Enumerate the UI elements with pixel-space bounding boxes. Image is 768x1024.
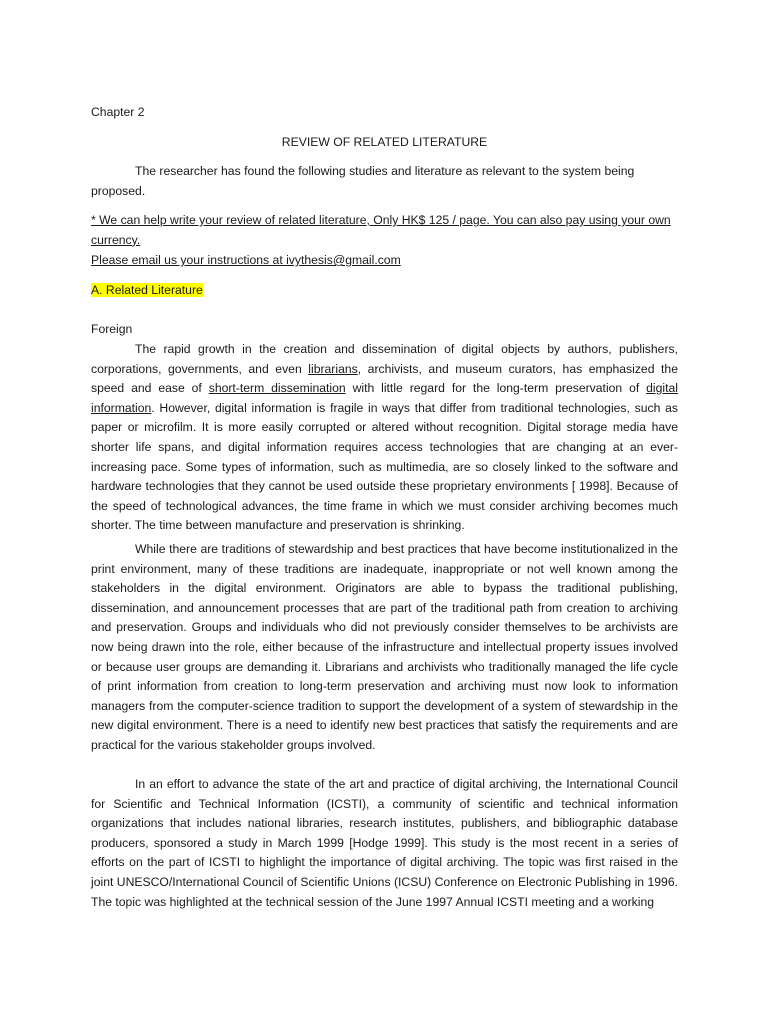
subheading-related-literature: [91, 281, 678, 301]
paragraph-1-text-d: . However, digital information is fragile in ways that differ from traditional technologies, such as paper or microfilm. It is more easily corrupted or altered without recognition. Digital storage media have shorter life spans, and digital information requires access technologies that are changing at an ever-increasing pace. Some types of information, such as multimedia, are so closely linked to the software and hardware technologies that they cannot be used outside these proprietary environments [ 1998]. Because of the speed of technological advances, the time frame in which we must consider archiving becomes much shorter. The time between manufacture and preservation is shrinking.: [91, 400, 678, 533]
highlighted-heading: A. Related Literature: [91, 283, 203, 297]
paragraph-2: While there are traditions of stewardship and best practices that have become institutionalized in the print environment, many of these traditions are inadequate, inappropriate or not well known among the stakeholders in the digital environment. Originators are able to bypass the traditional publishing, dissemination, and announcement processes that are part of the traditional path from creation to archiving and preservation. Groups and individuals who did not previously consider themselves to be archivists are now being drawn into the role, either because of the infrastructure and intellectual property issues involved or because user groups are demanding it. Librarians and archivists who traditionally managed the life cycle of print information from creation to long-term preservation and archiving must now look to information managers from the computer-science tradition to support the development of a system of stewardship in the new digital environment. There is a need to identify new best practices that satisfy the requirements and are practical for the various stakeholder groups involved.: [91, 542, 678, 752]
link-short-term-dissemination[interactable]: short-term dissemination: [208, 381, 346, 396]
section-heading: REVIEW OF RELATED LITERATURE: [281, 135, 488, 149]
ad-email-link[interactable]: Please email us your instructions at ivythesis@gmail.com: [91, 253, 401, 267]
paragraph-1-text-c: with little regard for the long-term preservation of: [345, 381, 647, 396]
paragraph-1: [91, 340, 678, 536]
paragraph-3: In an effort to advance the state of the art and practice of digital archiving, the International Council for Scientific and Technical Information (ICSTI), a community of scientific and technical information organizations that includes national libraries, research institutes, publishers, and bibliographic database producers, sponsored a study in March 1999 [Hodge 1999]. This study is the most recent in a series of efforts on the part of ICSTI to highlight the importance of digital archiving. The topic was first raised in the joint UNESCO/International Council of Scientific Unions (ICSU) Conference on Electronic Publishing in 1996. The topic was highlighted at the technical session of the June 1997 Annual ICSTI meeting and a working: [91, 777, 678, 909]
link-librarians[interactable]: librarians: [308, 361, 358, 376]
subheading-foreign: Foreign: [91, 322, 133, 336]
chapter-label: Chapter 2: [91, 105, 145, 119]
paragraph-1-text-a: The rapid growth in the creation and dissemination of digital objects by authors, publishers, corporations, governments, and even: [91, 342, 678, 376]
paragraph-1-text-b: , archivists, and museum curators, has emphasized the speed and ease of: [91, 361, 678, 396]
intro-paragraph: The researcher has found the following studies and literature as relevant to the system being proposed.: [91, 164, 635, 198]
ad-text-link[interactable]: * We can help write your review of related literature, Only HK$ 125 / page. You can also pay using your own currency.: [91, 213, 671, 247]
link-digital-information[interactable]: digital information: [91, 381, 678, 415]
